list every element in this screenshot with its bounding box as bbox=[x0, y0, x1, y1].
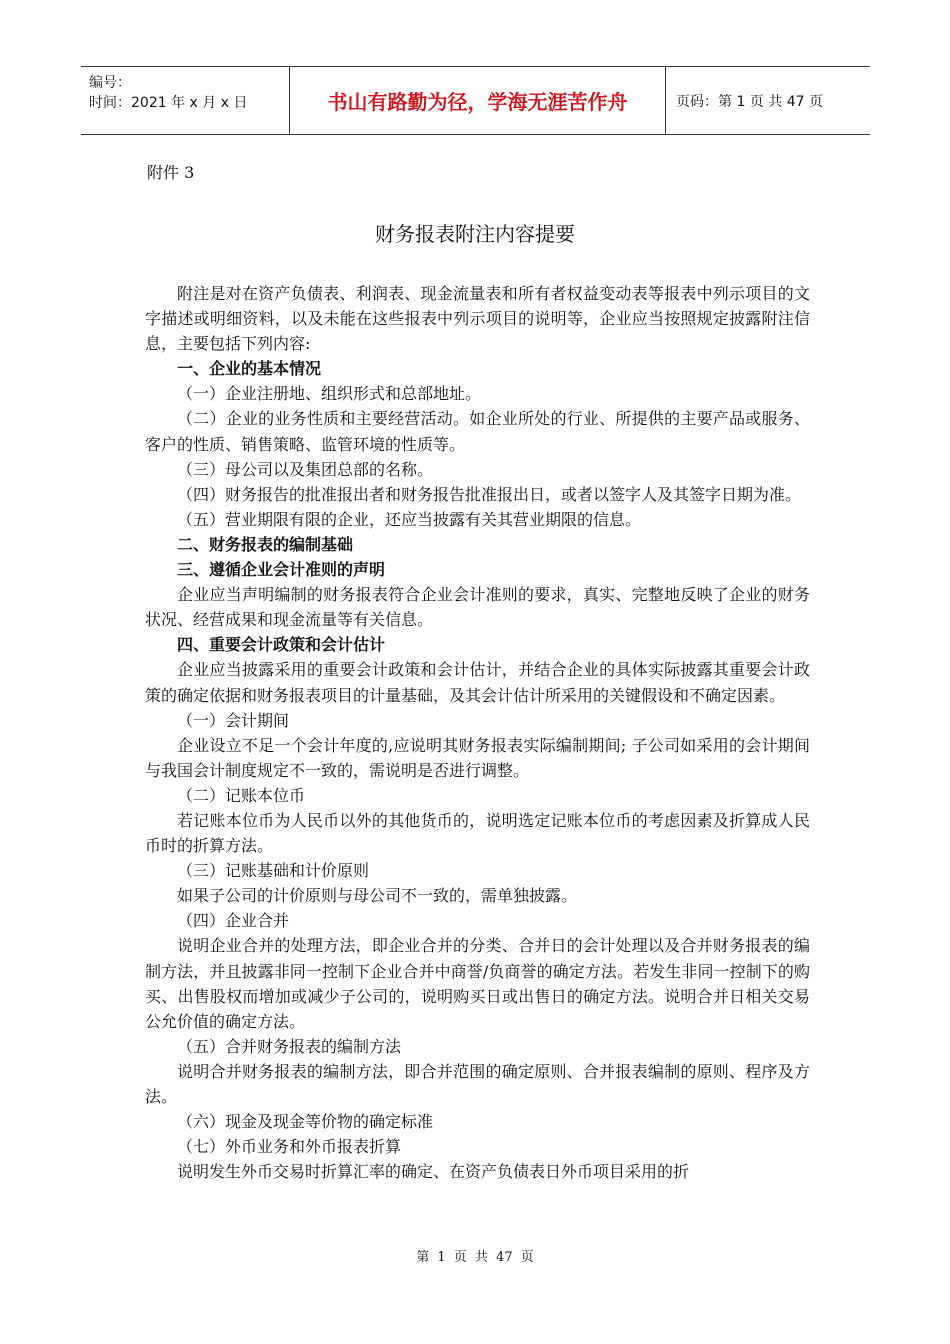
header-motto: 书山有路勤为径，学海无涯苦作舟 bbox=[289, 67, 666, 134]
document-body bbox=[145, 281, 810, 1184]
document-number-label: 编号： bbox=[89, 75, 131, 91]
body-paragraph: 企业设立不足一个会计年度的,应说明其财务报表实际编制期间; 子公司如采用的会计期间与我国会计制度规定不一致的，需说明是否进行调整。 bbox=[145, 735, 810, 780]
body-paragraph: （七）外币业务和外币报表折算 bbox=[177, 1137, 402, 1157]
section-heading: 一、企业的基本情况 bbox=[177, 359, 322, 379]
body-paragraph: 若记账本位币为人民币以外的其他货币的，说明选定记账本位币的考虑因素及折算成人民币时的折算方法。 bbox=[145, 810, 810, 856]
body-paragraph: （二）记账本位币 bbox=[177, 785, 306, 805]
header-page-info: 页码：第 1 页 共 47 页 bbox=[676, 93, 823, 110]
body-paragraph: （五）营业期限有限的企业，还应当披露有关其营业期限的信息。 bbox=[177, 509, 642, 529]
header-meta bbox=[81, 67, 289, 134]
body-paragraph: （三）母公司以及集团总部的名称。 bbox=[177, 459, 434, 479]
section-heading: 二、财务报表的编制基础 bbox=[177, 534, 354, 554]
body-paragraph: （二）企业的业务性质和主要经营活动。如企业所处的行业、所提供的主要产品或服务、客户的性质、销售策略、监管环境的性质等。 bbox=[145, 409, 810, 454]
body-paragraph: 如果子公司的计价原则与母公司不一致的，需单独披露。 bbox=[177, 886, 578, 906]
page-footer: 第 1 页 共 47 页 bbox=[416, 1250, 534, 1265]
document-date-label: 时间：2021 年 x 月 x 日 bbox=[89, 95, 248, 111]
section-heading: 四、重要会计政策和会计估计 bbox=[177, 635, 386, 655]
attachment-label: 附件 3 bbox=[147, 163, 195, 182]
body-paragraph: （四）企业合并 bbox=[177, 911, 290, 931]
body-paragraph: 企业应当披露采用的重要会计政策和会计估计，并结合企业的具体实际披露其重要会计政策的确定依据和财务报表项目的计量基础，及其会计估计所采用的关键假设和不确定因素。 bbox=[145, 660, 810, 705]
section-heading: 三、遵循企业会计准则的声明 bbox=[177, 560, 386, 580]
body-paragraph: 说明发生外币交易时折算汇率的确定、在资产负债表日外币项目采用的折 bbox=[177, 1162, 690, 1182]
body-paragraph: （一）会计期间 bbox=[177, 710, 290, 730]
document-title: 财务报表附注内容提要 bbox=[375, 222, 575, 246]
page-header bbox=[81, 66, 870, 135]
body-paragraph: 说明合并财务报表的编制方法，即合并范围的确定原则、合并报表编制的原则、程序及方法。 bbox=[145, 1061, 810, 1106]
body-paragraph: （六）现金及现金等价物的确定标准 bbox=[177, 1112, 434, 1132]
body-paragraph: （一）企业注册地、组织形式和总部地址。 bbox=[177, 384, 482, 404]
body-paragraph: （三）记账基础和计价原则 bbox=[177, 861, 370, 881]
body-paragraph: 附注是对在资产负债表、利润表、现金流量表和所有者权益变动表等报表中列示项目的文字描述或明细资料，以及未能在这些报表中列示项目的说明等，企业应当按照规定披露附注信息，主要包括下列内容: bbox=[145, 284, 810, 354]
body-paragraph: 企业应当声明编制的财务报表符合企业会计准则的要求，真实、完整地反映了企业的财务状况、经营成果和现金流量等有关信息。 bbox=[145, 585, 810, 630]
body-paragraph: （四）财务报告的批准报出者和财务报告批准报出日，或者以签字人及其签字日期为准。 bbox=[177, 484, 802, 504]
body-paragraph: （五）合并财务报表的编制方法 bbox=[177, 1036, 402, 1056]
body-paragraph: 说明企业合并的处理方法，即企业合并的分类、合并日的会计处理以及合并财务报表的编制方法，并且披露非同一控制下企业合并中商誉/负商誉的确定方法。若发生非同一控制下的购买、出售股权而增加或减少子公司的，说明购买日或出售日的确定方法。说明合并日相关交易公允价值的确定方法。 bbox=[145, 936, 810, 1031]
